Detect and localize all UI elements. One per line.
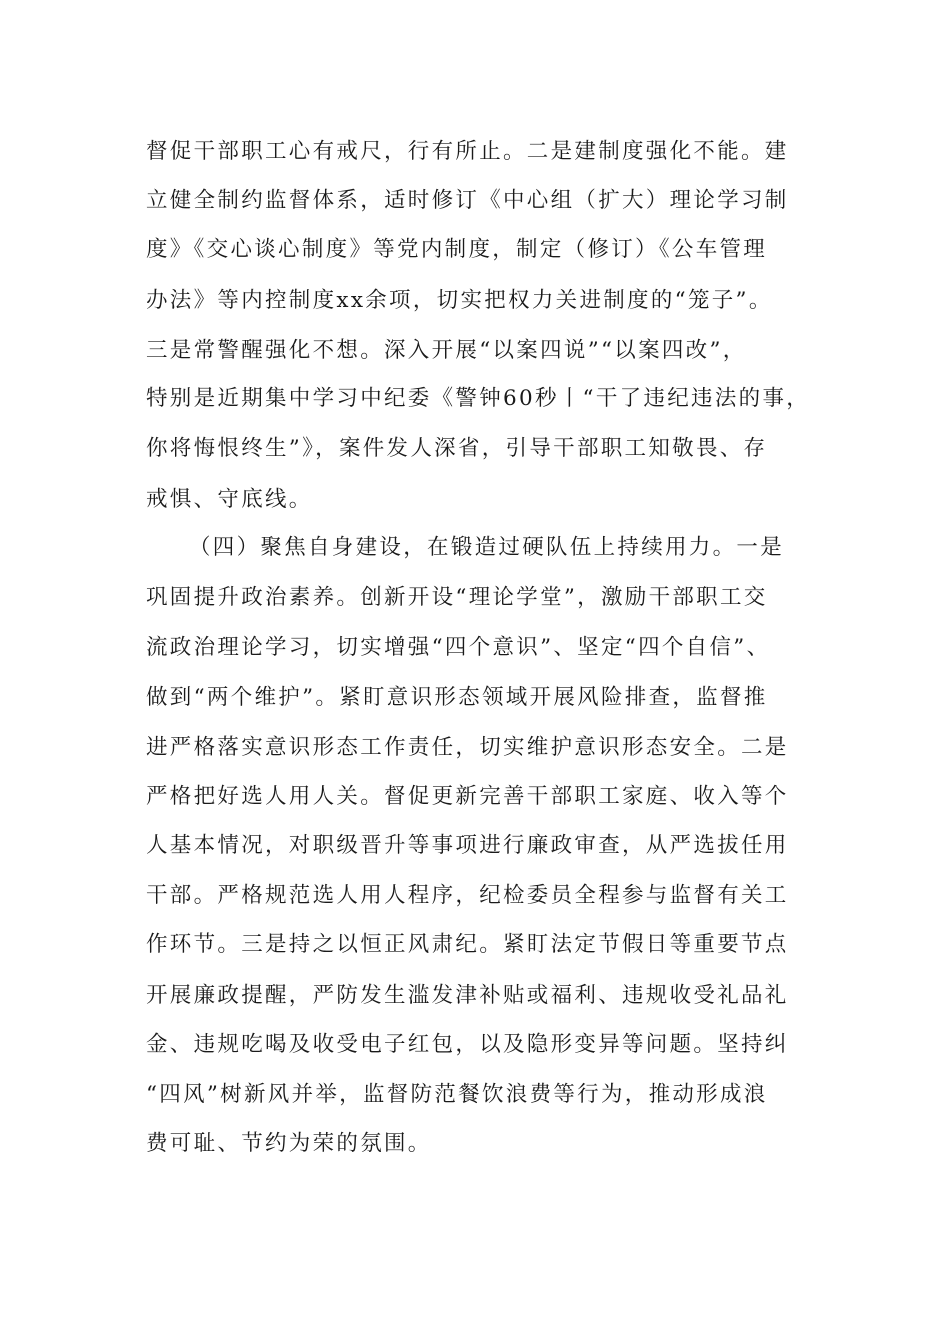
text-line: 流政治理论学习，切实增强“四个意识”、坚定“四个自信”、: [146, 635, 771, 660]
text-line: 三是常警醒强化不想。深入开展“以案四说”“以案四改”，: [146, 338, 747, 363]
text-line: 立健全制约监督体系，适时修订《中心组（扩大）理论学习制: [146, 188, 789, 213]
text-line: 金、违规吃喝及收受电子红包，以及隐形变异等问题。坚持纠: [146, 1032, 789, 1057]
text-line: 进严格落实意识形态工作责任，切实维护意识形态安全。二是: [146, 735, 789, 760]
text-line: 开展廉政提醒，严防发生滥发津补贴或福利、违规收受礼品礼: [146, 983, 789, 1008]
text-line: 费可耻、节约为荣的氛围。: [146, 1131, 432, 1156]
text-line: 特别是近期集中学习中纪委《警钟60秒丨“干了违纪违法的事，: [146, 386, 811, 411]
text-line: 严格把好选人用人关。督促更新完善干部职工家庭、收入等个: [146, 784, 789, 809]
text-line: “四风”树新风并举，监督防范餐饮浪费等行为，推动形成浪: [146, 1082, 768, 1107]
text-line: 人基本情况，对职级晋升等事项进行廉政审查，从严选拔任用: [146, 833, 789, 858]
text-line: 度》《交心谈心制度》等党内制度，制定（修订）《公车管理: [146, 237, 768, 262]
section-heading-line: （四）聚焦自身建设，在锻造过硬队伍上持续用力。一是: [189, 535, 785, 560]
text-line: 干部。严格规范选人用人程序，纪检委员全程参与监督有关工: [146, 883, 789, 908]
text-line: 作环节。三是持之以恒正风肃纪。紧盯法定节假日等重要节点: [146, 932, 789, 957]
text-line: 做到“两个维护”。紧盯意识形态领域开展风险排查，监督推: [146, 685, 768, 710]
text-line: 办法》等内控制度xx余项，切实把权力关进制度的“笼子”。: [146, 288, 773, 313]
text-line: 你将悔恨终生”》，案件发人深省，引导干部职工知敬畏、存: [146, 436, 768, 461]
text-line: 巩固提升政治素养。创新开设“理论学堂”，激励干部职工交: [146, 585, 768, 610]
text-line: 督促干部职工心有戒尺，行有所止。二是建制度强化不能。建: [146, 139, 789, 164]
text-line: 戒惧、守底线。: [146, 487, 313, 512]
